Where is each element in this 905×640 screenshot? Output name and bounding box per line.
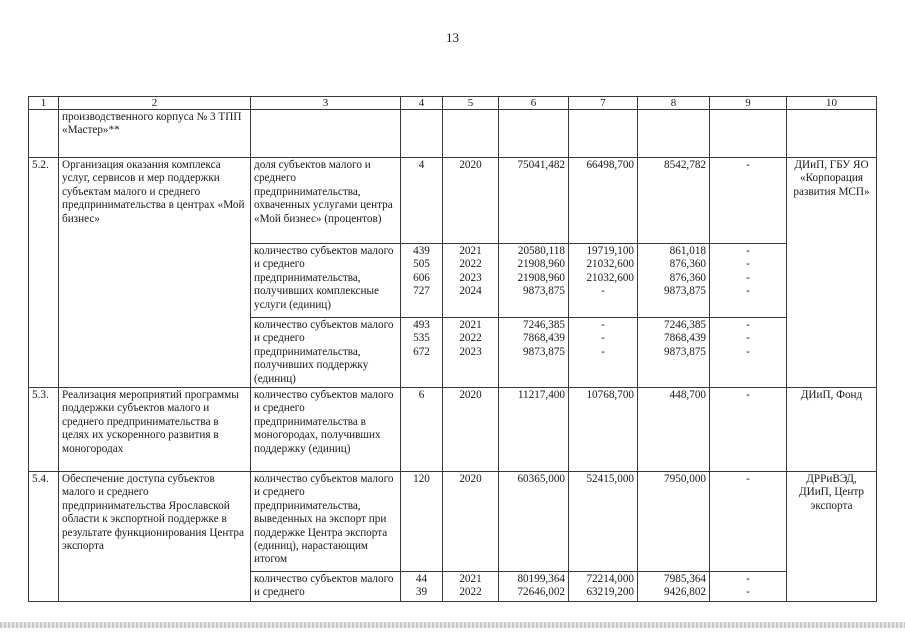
table-row [29, 158, 877, 244]
responsible-executor: ДРРиВЭД, ДИиП, Центр экспорта [787, 472, 877, 602]
indicator-value: 120 [401, 472, 443, 572]
indicator-value: 439 505 606 727 [401, 244, 443, 318]
year: 2021 2022 [443, 572, 499, 602]
responsible-executor: ДИиП, Фонд [787, 388, 877, 472]
table-row [29, 110, 877, 158]
indicator-name: количество субъектов малого и среднего [251, 572, 401, 602]
regional-amount: 7985,364 9426,802 [638, 572, 710, 602]
measure-name: Реализация мероприятий программы поддержки субъектов малого и среднего предпринимательства в целях их ускоренного развития в моногородах [59, 388, 251, 472]
total-amount: 75041,482 [499, 158, 569, 244]
table-row [29, 388, 877, 472]
regional-amount: 7950,000 [638, 472, 710, 572]
program-table [28, 96, 877, 602]
indicator-value: 4 [401, 158, 443, 244]
year: 2021 2022 2023 2024 [443, 244, 499, 318]
column-number-row [29, 97, 877, 110]
regional-amount: 7246,385 7868,439 9873,875 [638, 318, 710, 388]
other-amount: - [710, 158, 787, 244]
item-number: 5.4. [29, 472, 59, 602]
measure-name: Организация оказания комплекса услуг, сервисов и мер поддержки субъектам малого и среднего предпринимательства в центрах «Мой бизнес» [59, 158, 251, 388]
other-amount: - - - [710, 318, 787, 388]
total-amount: 11217,400 [499, 388, 569, 472]
year: 2021 2022 2023 [443, 318, 499, 388]
federal-amount: 19719,100 21032,600 21032,600 - [569, 244, 638, 318]
item-number: 5.3. [29, 388, 59, 472]
col-header-2: 2 [59, 97, 251, 110]
year: 2020 [443, 472, 499, 572]
federal-amount: 10768,700 [569, 388, 638, 472]
indicator-name: количество субъектов малого и среднего предпринимательства, выведенных на экспорт при поддержке Центра экспорта (единиц), нарастающим итогом [251, 472, 401, 572]
federal-amount: 72214,000 63219,200 [569, 572, 638, 602]
federal-amount: - - - [569, 318, 638, 388]
regional-amount: 861,018 876,360 876,360 9873,875 [638, 244, 710, 318]
col-header-8: 8 [638, 97, 710, 110]
other-amount: - - - - [710, 244, 787, 318]
indicator-name: количество субъектов малого и среднего предпринимательства, получивших поддержку (единиц) [251, 318, 401, 388]
indicator-value: 493 535 672 [401, 318, 443, 388]
total-amount: 20580,118 21908,960 21908,960 9873,875 [499, 244, 569, 318]
indicator-value: 44 39 [401, 572, 443, 602]
total-amount: 7246,385 7868,439 9873,875 [499, 318, 569, 388]
col-header-6: 6 [499, 97, 569, 110]
table-row [29, 472, 877, 572]
page-number: 13 [446, 30, 459, 45]
col-header-1: 1 [29, 97, 59, 110]
indicator-name: количество субъектов малого и среднего предпринимательства, получивших комплексные услуги (единиц) [251, 244, 401, 318]
federal-amount: 66498,700 [569, 158, 638, 244]
total-amount: 80199,364 72646,002 [499, 572, 569, 602]
indicator-name: количество субъектов малого и среднего предпринимательства в моногородах, получивших поддержку (единиц) [251, 388, 401, 472]
col-header-7: 7 [569, 97, 638, 110]
federal-amount: 52415,000 [569, 472, 638, 572]
responsible-executor: ДИиП, ГБУ ЯО «Корпорация развития МСП» [787, 158, 877, 388]
regional-amount: 448,700 [638, 388, 710, 472]
measure-name: Обеспечение доступа субъектов малого и среднего предпринимательства Ярославской области к экспортной поддержке в результате функционирования Центра экспорта [59, 472, 251, 602]
col-header-4: 4 [401, 97, 443, 110]
other-amount: - [710, 472, 787, 572]
other-amount: - [710, 388, 787, 472]
col-header-5: 5 [443, 97, 499, 110]
indicator-name: доля субъектов малого и среднего предпринимательства, охваченных услугами центра «Мой бизнес» (процентов) [251, 158, 401, 244]
page-bottom-edge [0, 622, 905, 628]
item-number: 5.2. [29, 158, 59, 388]
col-header-10: 10 [787, 97, 877, 110]
indicator-value: 6 [401, 388, 443, 472]
measure-name: производственного корпуса № 3 ТПП «Мастер»** [59, 110, 251, 158]
total-amount: 60365,000 [499, 472, 569, 572]
regional-amount: 8542,782 [638, 158, 710, 244]
other-amount: - - [710, 572, 787, 602]
col-header-3: 3 [251, 97, 401, 110]
year: 2020 [443, 388, 499, 472]
col-header-9: 9 [710, 97, 787, 110]
year: 2020 [443, 158, 499, 244]
